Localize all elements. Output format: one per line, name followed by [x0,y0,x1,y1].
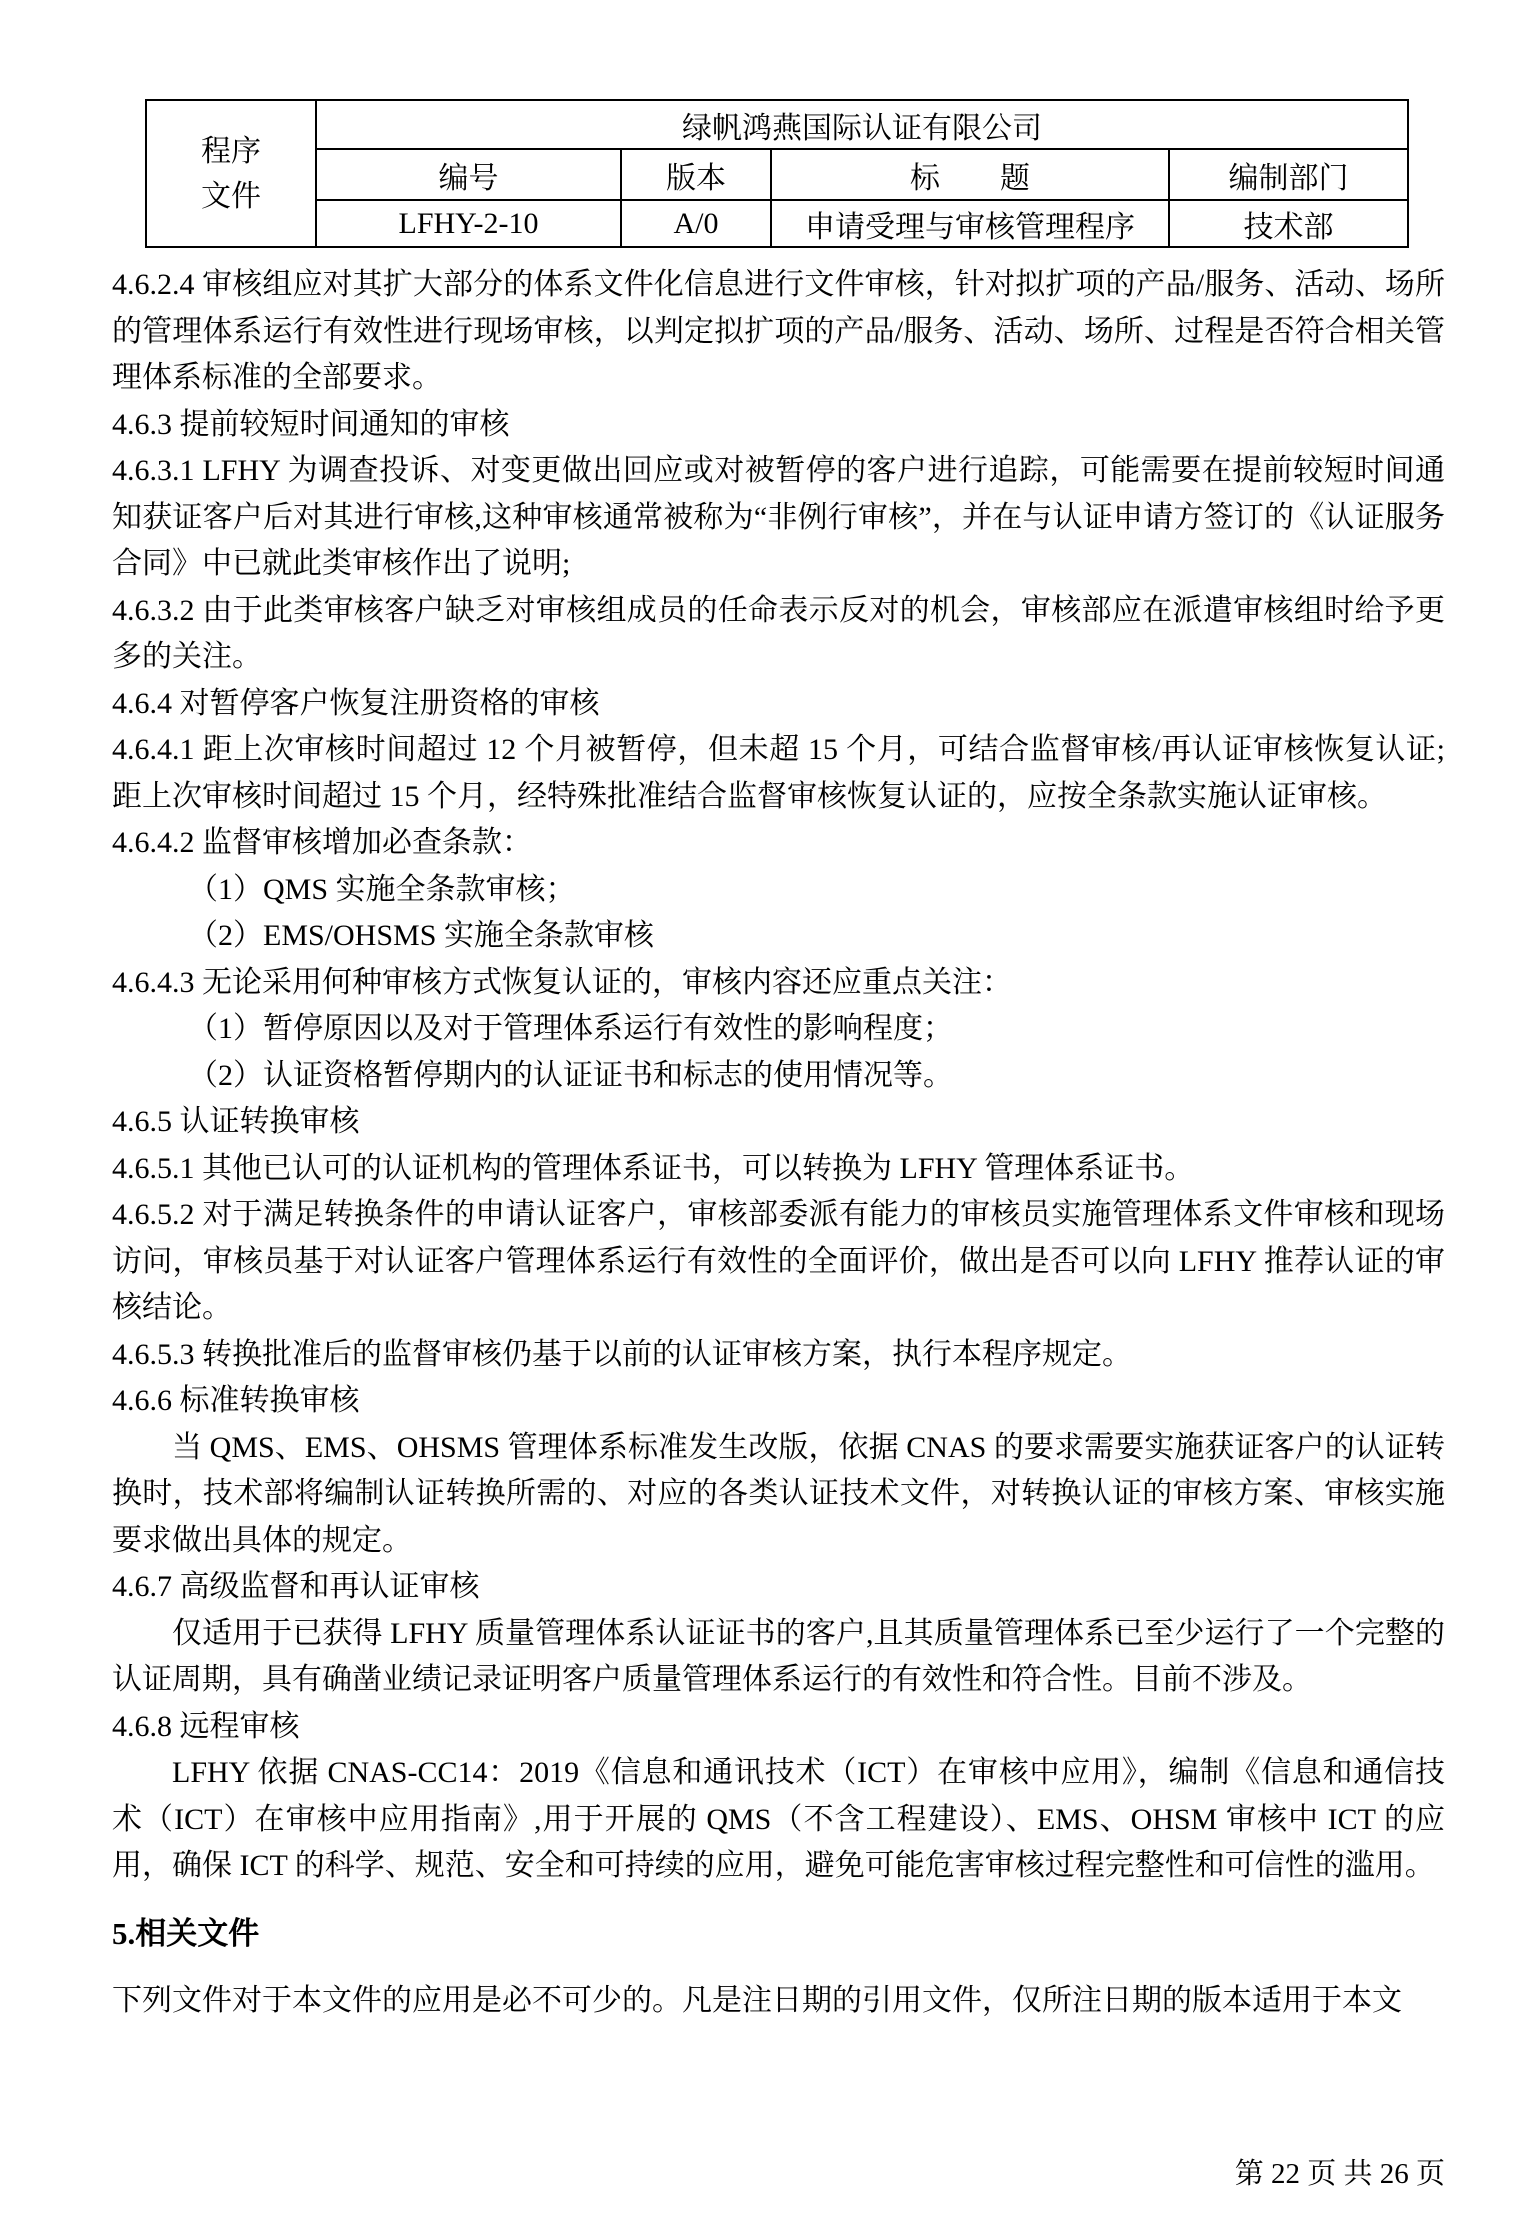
paragraph-4-6-5-1: 4.6.5.1 其他已认可的认证机构的管理体系证书，可以转换为 LFHY 管理体系证书。 [112,1151,1195,1185]
section-5-heading: 5.相关文件 [112,1915,260,1951]
list-item-ems-ohsms-full-clause: （2）EMS/OHSMS 实施全条款审核 [188,919,654,952]
doc-type-label: 程序文件 [201,134,261,213]
doc-number-value: LFHY-2-10 [316,200,621,247]
list-item-suspension-reason: （1）暂停原因以及对于管理体系运行有效性的影响程度； [188,1012,953,1045]
heading-4-6-8: 4.6.8 远程审核 [112,1709,300,1743]
heading-4-6-4: 4.6.4 对暂停客户恢复注册资格的审核 [112,686,600,720]
heading-4-6-5: 4.6.5 认证转换审核 [112,1105,360,1138]
document-header-table [145,99,1409,248]
section-5-paragraph: 下列文件对于本文件的应用是必不可少的。凡是注日期的引用文件，仅所注日期的版本适用于本文 [112,1984,1402,2017]
heading-4-6-7: 4.6.7 高级监督和再认证审核 [112,1570,480,1603]
paragraph-4-6-3-2: 4.6.3.2 由于此类审核客户缺乏对审核组成员的任命表示反对的机会，审核部应在派遣审核组时给予更多的关注。 [112,593,1445,673]
column-header-dept: 编制部门 [1169,149,1408,200]
paragraph-4-6-5-2: 4.6.5.2 对于满足转换条件的申请认证客户，审核部委派有能力的审核员实施管理体系文件审核和现场访问，审核员基于对认证客户管理体系运行有效性的全面评价，做出是否可以向 LFHY 推荐认证的审核结论。 [112,1198,1445,1324]
list-item-qms-full-clause: （1）QMS 实施全条款审核； [188,872,576,906]
doc-type-cell [146,100,316,247]
page-number: 第 22 页 共 26 页 [1234,2158,1445,2190]
company-name-cell: 绿帆鸿燕国际认证有限公司 [316,100,1408,149]
doc-dept-value: 技术部 [1169,200,1408,247]
document-page [0,99,1514,2190]
paragraph-4-6-7-body: 仅适用于已获得 LFHY 质量管理体系认证证书的客户,且其质量管理体系已至少运行了一个完整的认证周期，具有确凿业绩记录证明客户质量管理体系运行的有效性和符合性。目前不涉及。 [112,1616,1445,1696]
heading-4-6-6: 4.6.6 标准转换审核 [112,1384,360,1417]
paragraph-4-6-8-body: LFHY 依据 CNAS-CC14：2019《信息和通讯技术（ICT）在审核中应用》，编制《信息和通信技术（ICT）在审核中应用指南》,用于开展的 QMS（不含工程建设）、EMS、OHSM 审核中 ICT 的应用，确保 ICT 的科学、规范、安全和可持续的应用，避免可能危害审核过程完整性和可信性的滥用。 [112,1756,1445,1882]
paragraph-4-6-4-3: 4.6.4.3 无论采用何种审核方式恢复认证的，审核内容还应重点关注： [112,965,1012,999]
paragraph-4-6-4-2: 4.6.4.2 监督审核增加必查条款： [112,826,532,859]
column-header-number: 编号 [316,149,621,200]
heading-4-6-3: 4.6.3 提前较短时间通知的审核 [112,407,510,441]
paragraph-4-6-6-body: 当 QMS、EMS、OHSMS 管理体系标准发生改版，依据 CNAS 的要求需要实施获证客户的认证转换时，技术部将编制认证转换所需的、对应的各类认证技术文件，对转换认证的审核方案、审核实施要求做出具体的规定。 [112,1430,1445,1557]
doc-title-value: 申请受理与审核管理程序 [771,200,1169,247]
paragraph-4-6-3-1: 4.6.3.1 LFHY 为调查投诉、对变更做出回应或对被暂停的客户进行追踪，可能需要在提前较短时间通知获证客户后对其进行审核,这种审核通常被称为“非例行审核”，并在与认证申请方签订的《认证服务合同》中已就此类审核作出了说明; [112,454,1445,580]
column-header-title: 标 题 [771,149,1169,200]
list-item-cert-mark-usage: （2）认证资格暂停期内的认证证书和标志的使用情况等。 [188,1058,953,1092]
column-header-version: 版本 [621,149,771,200]
paragraph-4-6-5-3: 4.6.5.3 转换批准后的监督审核仍基于以前的认证审核方案，执行本程序规定。 [112,1337,1132,1371]
paragraph-4-6-4-1: 4.6.4.1 距上次审核时间超过 12 个月被暂停，但未超 15 个月，可结合监督审核/再认证审核恢复认证;距上次审核时间超过 15 个月，经特殊批准结合监督审核恢复认证的，应按全条款实施认证审核。 [112,733,1445,813]
document-body [112,262,1445,2025]
doc-version-value: A/0 [621,200,771,247]
paragraph-4-6-2-4: 4.6.2.4 审核组应对其扩大部分的体系文件化信息进行文件审核，针对拟扩项的产品/服务、活动、场所的管理体系运行有效性进行现场审核，以判定拟扩项的产品/服务、活动、场所、过程是否符合相关管理体系标准的全部要求。 [112,268,1445,394]
